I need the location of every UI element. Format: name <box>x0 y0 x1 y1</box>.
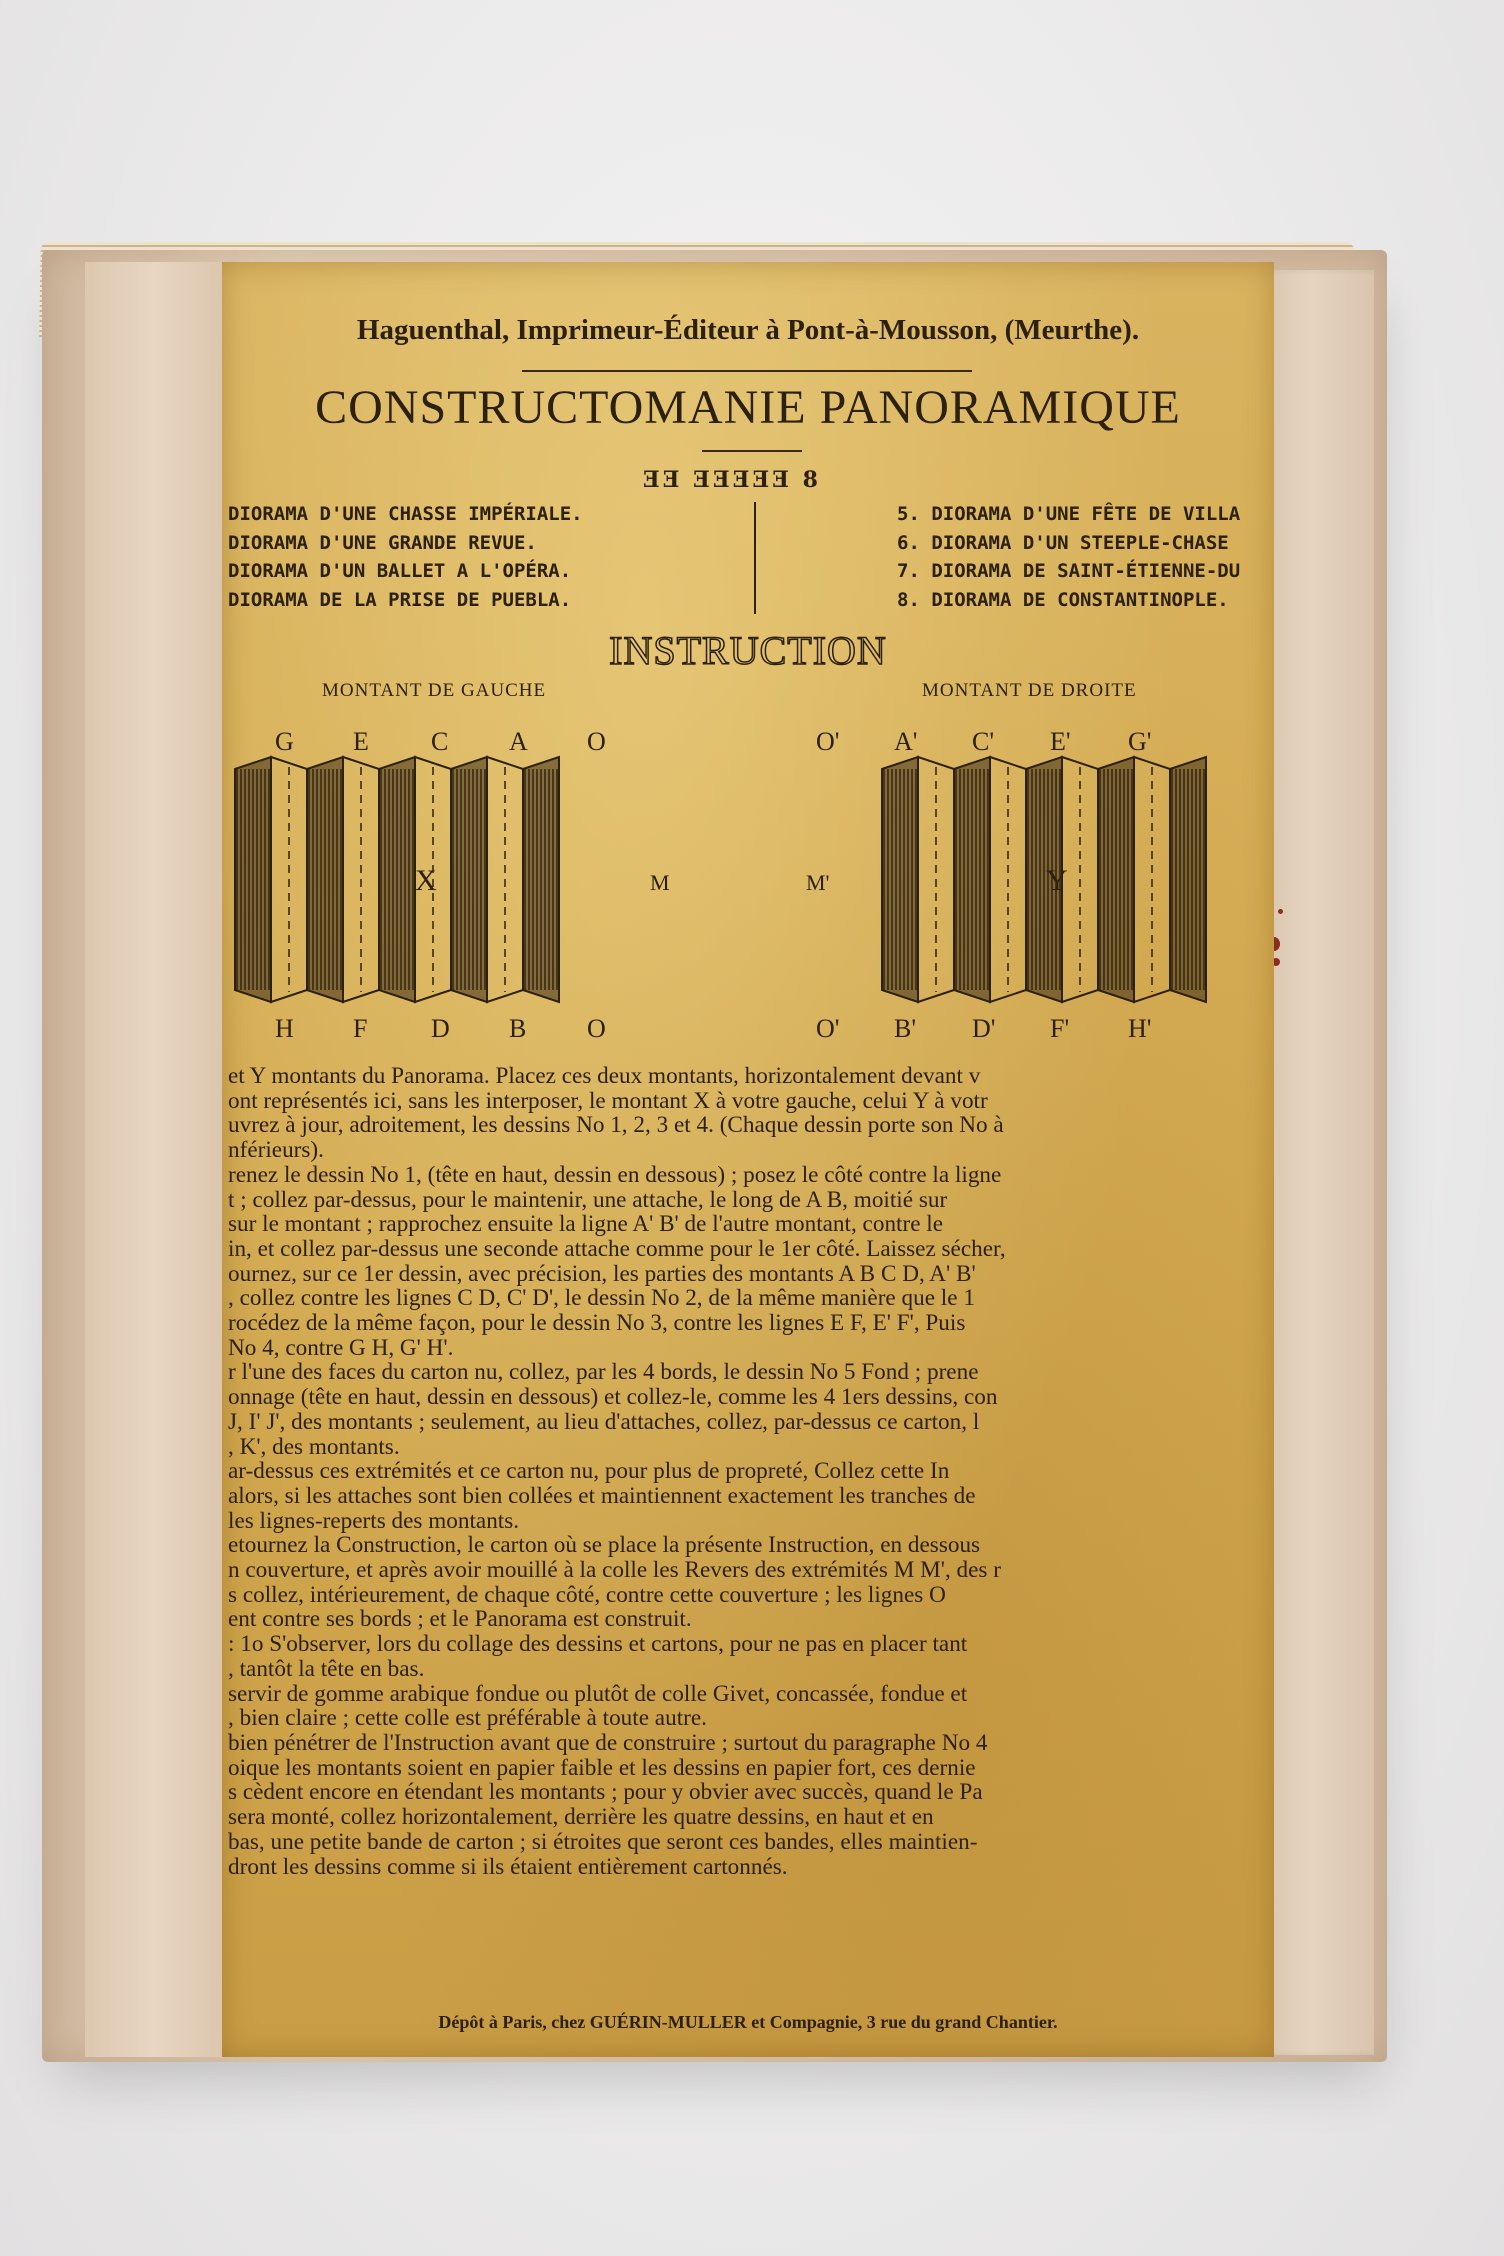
body-line: sur le montant ; rapprochez ensuite la ligne A' B' de l'autre montant, contre le <box>228 1212 944 1237</box>
diorama-item: DIORAMA D'UNE GRANDE REVUE. <box>228 531 537 554</box>
body-line: sera monté, collez horizontalement, derrière les quatre dessins, en haut et en <box>228 1805 934 1830</box>
body-line: , K', des montants. <box>228 1434 400 1460</box>
title-rule <box>702 450 802 452</box>
diagram-letter: H' <box>1128 1014 1152 1043</box>
ornament-line: ƎƎ ƎƎƎƎƎ 8 <box>642 467 821 493</box>
printer-line: Haguenthal, Imprimeur-Éditeur à Pont-à-Mousson, (Meurthe). <box>356 314 1140 346</box>
instruction-label <box>222 262 1274 2057</box>
right-upright-diagram <box>796 712 1246 1052</box>
body-line: : 1o S'observer, lors du collage des dessins et cartons, pour ne pas en placer tant <box>228 1632 968 1657</box>
instruction-body <box>228 1064 1268 1879</box>
body-line: in, et collez par-dessus une seconde attache comme pour le 1er côté. Laissez sécher, <box>228 1236 1006 1262</box>
body-line: dront les dessins comme si ils étaient entièrement cartonnés. <box>228 1854 788 1880</box>
body-line: servir de gomme arabique fondue ou plutôt de colle Givet, concassée, fondue et <box>228 1681 968 1707</box>
body-line: , collez contre les lignes C D, C' D', le dessin No 2, de la même manière que le 1 <box>228 1286 975 1312</box>
body-line: , tantôt la tête en bas. <box>228 1656 425 1682</box>
diagram-letter: E <box>353 727 369 756</box>
diagram-letter: G <box>275 727 294 756</box>
body-line: oique les montants soient en papier faible et les dessins en papier fort, ces dernie <box>228 1755 976 1781</box>
body-line: uvrez à jour, adroitement, les dessins No 1, 2, 3 et 4. (Chaque dessin porte son No à <box>228 1113 1004 1139</box>
body-line: s collez, intérieurement, de chaque côté, contre cette couverture ; les lignes O <box>228 1582 946 1608</box>
body-line: bien pénétrer de l'Instruction avant que de construire ; surtout du paragraphe No 4 <box>228 1730 988 1756</box>
diagram-letter: D <box>431 1014 450 1043</box>
depot-footer: Dépôt à Paris, chez GUÉRIN-MULLER et Compagnie, 3 rue du grand Chantier. <box>438 2012 1058 2032</box>
diorama-item: 5. DIORAMA D'UNE FÊTE DE VILLA <box>897 503 1241 525</box>
diorama-item: 6. DIORAMA D'UN STEEPLE-CHASE <box>897 531 1229 554</box>
diorama-item: DIORAMA D'UN BALLET A L'OPÉRA. <box>228 560 572 582</box>
diorama-item: 8. DIORAMA DE CONSTANTINOPLE. <box>897 588 1229 611</box>
diagram-side-letter: M' <box>806 870 830 895</box>
diagram-letter: B <box>509 1014 527 1043</box>
diorama-list-left <box>228 500 583 614</box>
diorama-item: 7. DIORAMA DE SAINT-ÉTIENNE-DU <box>897 560 1241 582</box>
left-upright-diagram <box>230 712 680 1052</box>
body-line: ent contre ses bords ; et le Panorama est construit. <box>228 1607 692 1633</box>
diagram-letter: O <box>587 1014 606 1043</box>
right-upright-label: MONTANT DE DROITE <box>922 680 1137 701</box>
body-line: t ; collez par-dessus, pour le maintenir, une attache, le long de A B, moitié sur <box>228 1187 948 1213</box>
diagram-letter: D' <box>972 1014 996 1043</box>
diagram-letter: O <box>587 727 606 756</box>
instruction-title: INSTRUCTION <box>609 628 887 673</box>
diagram-letter: C' <box>972 727 995 756</box>
body-line: bas, une petite bande de carton ; si étroites que seront ces bandes, elles maintien- <box>228 1829 978 1855</box>
title-rule <box>522 370 972 372</box>
diagram-letter: E' <box>1050 727 1071 756</box>
diagram-letter: C <box>431 727 449 756</box>
diagram-letter: F <box>353 1014 368 1043</box>
left-upright-label: MONTANT DE GAUCHE <box>322 680 547 701</box>
body-line: r l'une des faces du carton nu, collez, par les 4 bords, le dessin No 5 Fond ; prene <box>228 1360 979 1386</box>
diagram-letter: B' <box>894 1014 917 1043</box>
body-line: nférieurs). <box>228 1138 324 1163</box>
diagram-letter: G' <box>1128 727 1152 756</box>
diagram-letter: F' <box>1050 1014 1070 1043</box>
main-title: CONSTRUCTOMANIE PANORAMIQUE <box>315 381 1181 434</box>
diagram-center-letter: Y <box>1046 864 1068 897</box>
body-line: , bien claire ; cette colle est préférable à toute autre. <box>228 1706 707 1731</box>
diorama-list-right <box>897 500 1240 614</box>
body-line: ont représentés ici, sans les interposer, le montant X à votre gauche, celui Y à votr <box>228 1088 988 1114</box>
diagram-letter: A <box>509 727 528 756</box>
diagram-side-letter: M <box>650 870 670 895</box>
body-line: et Y montants du Panorama. Placez ces deux montants, horizontalement devant v <box>228 1064 981 1089</box>
body-line: No 4, contre G H, G' H'. <box>228 1335 454 1361</box>
body-line: etournez la Construction, le carton où se place la présente Instruction, en dessous <box>228 1533 981 1559</box>
column-divider <box>754 502 756 614</box>
diagram-letter: A' <box>894 727 918 756</box>
diorama-item: DIORAMA D'UNE CHASSE IMPÉRIALE. <box>228 503 583 525</box>
body-line: ar-dessus ces extrémités et ce carton nu, pour plus de propreté, Collez cette In <box>228 1459 950 1484</box>
body-line: n couverture, et après avoir mouillé à la colle les Revers des extrémités M M', des r <box>228 1558 1001 1583</box>
body-line: renez le dessin No 1, (tête en haut, dessin en dessous) ; posez le côté contre la ligne <box>228 1162 1002 1188</box>
body-line: onnage (tête en haut, dessin en dessous) et collez-le, comme les 4 1ers dessins, con <box>228 1385 998 1410</box>
body-line: rocédez de la même façon, pour le dessin No 3, contre les lignes E F, E' F', Puis <box>228 1311 966 1336</box>
body-line: ournez, sur ce 1er dessin, avec précision, les parties des montants A B C D, A' B' <box>228 1261 976 1287</box>
diagram-letter: O' <box>816 727 840 756</box>
body-line: J, I' J', des montants ; seulement, au lieu d'attaches, collez, par-dessus ce carton, l <box>228 1409 980 1435</box>
body-line: alors, si les attaches sont bien collées et maintiennent exactement les tranches de <box>228 1483 976 1509</box>
body-line: les lignes-reperts des montants. <box>228 1508 520 1534</box>
left-paper-band <box>85 262 225 2057</box>
diagram-letter: H <box>275 1014 294 1043</box>
diagram-letter: O' <box>816 1014 840 1043</box>
red-stain <box>1278 909 1283 914</box>
body-line: s cèdent encore en étendant les montants ; pour y obvier avec succès, quand le Pa <box>228 1780 983 1806</box>
diagram-center-letter: X <box>415 864 437 897</box>
diorama-item: DIORAMA DE LA PRISE DE PUEBLA. <box>228 588 572 611</box>
